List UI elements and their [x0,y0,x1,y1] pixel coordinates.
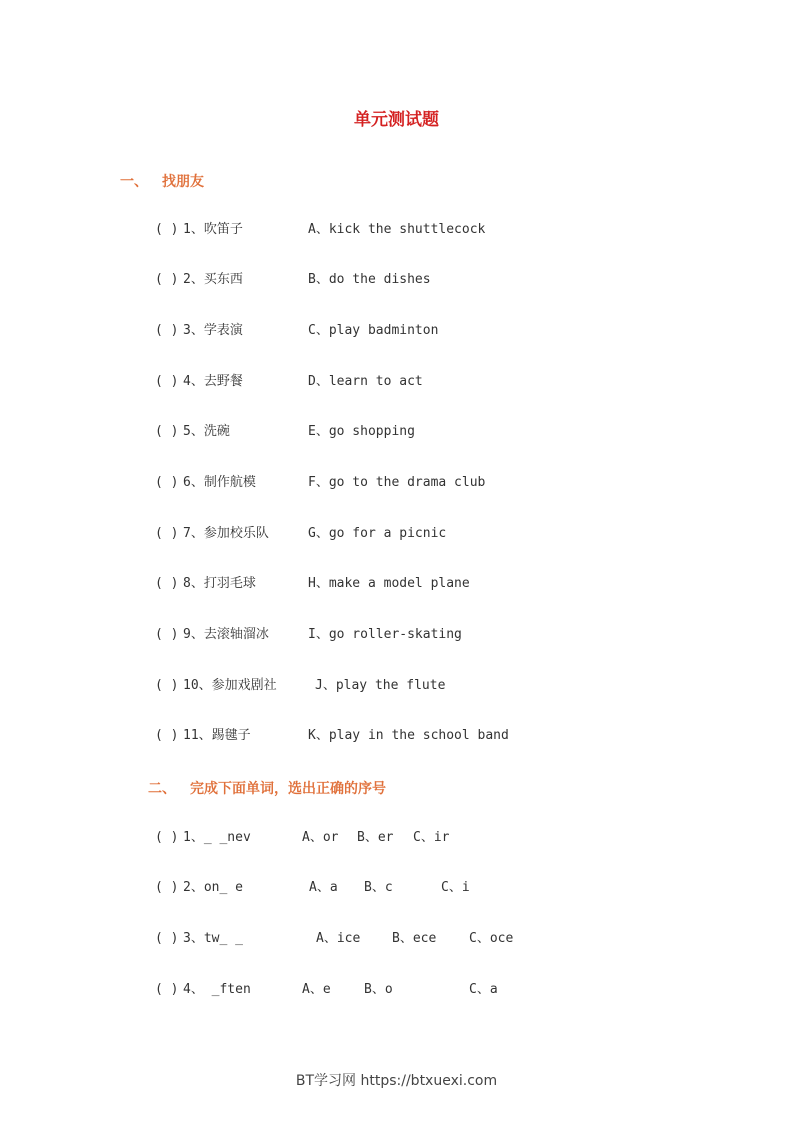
answer-option: K、play in the school band [308,728,509,743]
question-text: 1、吹笛子 [183,222,243,237]
answer-option: F、go to the drama club [308,475,486,490]
option-b: B、c [364,880,393,895]
question-text: 9、去滚轴溜冰 [183,627,269,642]
answer-bracket: ( ) [155,931,179,946]
option-a: A、ice [316,931,361,946]
section-number: 二、 [148,781,176,797]
answer-bracket: ( ) [155,576,179,591]
answer-bracket: ( ) [155,222,179,237]
answer-option: H、make a model plane [308,576,470,591]
answer-bracket: ( ) [155,475,179,490]
question-text: 5、洗碗 [183,424,230,439]
question-text: 7、参加校乐队 [183,526,269,541]
option-a: A、e [302,982,331,997]
answer-bracket: ( ) [155,728,179,743]
option-c: C、a [469,982,498,997]
answer-option: C、play badminton [308,323,439,338]
option-c: C、oce [469,931,514,946]
answer-option: G、go for a picnic [308,526,447,541]
section-title: 找朋友 [162,174,204,190]
question-text: 4、 _ften [183,982,251,997]
question-text: 2、on_ e [183,880,243,895]
answer-bracket: ( ) [155,982,179,997]
question-text: 3、学表演 [183,323,243,338]
answer-option: D、learn to act [308,374,423,389]
answer-bracket: ( ) [155,323,179,338]
option-a: A、or [302,830,339,845]
question-text: 4、去野餐 [183,374,243,389]
answer-bracket: ( ) [155,880,179,895]
answer-bracket: ( ) [155,272,179,287]
section-title: 完成下面单词，选出正确的序号 [190,781,386,797]
question-text: 8、打羽毛球 [183,576,256,591]
question-text: 6、制作航模 [183,475,256,490]
answer-option: E、go shopping [308,424,415,439]
answer-bracket: ( ) [155,627,179,642]
section-heading-1 [120,171,204,191]
answer-option: B、do the dishes [308,272,431,287]
section-number: 一、 [120,174,148,190]
question-text: 11、踢毽子 [183,728,251,743]
answer-bracket: ( ) [155,374,179,389]
answer-bracket: ( ) [155,424,179,439]
option-a: A、a [309,880,338,895]
answer-bracket: ( ) [155,526,179,541]
answer-option: I、go roller-skating [308,627,462,642]
question-text: 2、买东西 [183,272,243,287]
option-c: C、ir [413,830,450,845]
option-c: C、i [441,880,470,895]
section-heading-2 [148,778,386,798]
answer-option: A、kick the shuttlecock [308,222,486,237]
option-b: B、o [364,982,393,997]
answer-bracket: ( ) [155,830,179,845]
option-b: B、ece [392,931,437,946]
question-text: 3、tw_ _ [183,931,243,946]
option-b: B、er [357,830,394,845]
question-text: 10、参加戏剧社 [183,678,277,693]
question-text: 1、_ _nev [183,830,251,845]
answer-option: J、play the flute [315,678,446,693]
page-title: 单元测试题 [354,110,439,130]
footer-watermark: BT学习网 https://btxuexi.com [295,1073,498,1089]
answer-bracket: ( ) [155,678,179,693]
